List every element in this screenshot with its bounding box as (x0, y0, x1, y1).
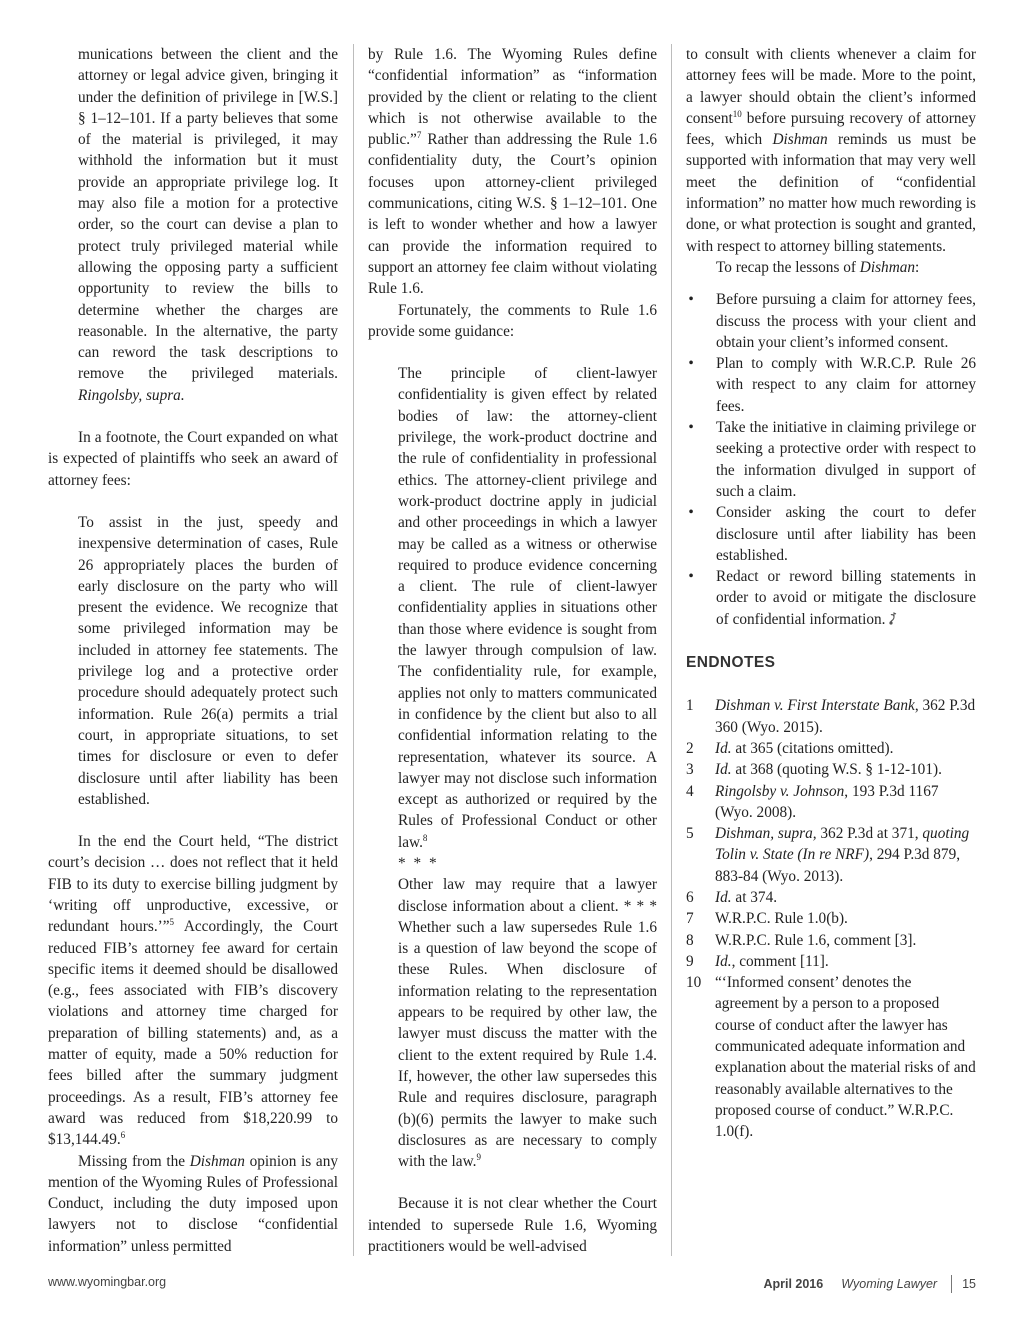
endnotes-heading: ENDNOTES (686, 654, 776, 672)
endnote: 3 Id. at 368 (quoting W.S. § 1-12-101). (686, 761, 942, 779)
footer-divider (951, 1275, 952, 1293)
endnote: 9 Id., comment [11]. (686, 952, 829, 970)
endnote: 4 Ringolsby v. Johnson, 193 P.3d 1167 (Wyo. 2008). (686, 782, 939, 821)
magazine-title: Wyoming Lawyer (841, 1277, 938, 1291)
paragraph: To recap the lessons of Dishman: (716, 258, 920, 276)
endnote: 6 Id. at 374. (686, 888, 778, 906)
endnote: 2 Id. at 365 (citations omitted). (686, 739, 894, 757)
footnote-ref: 6 (120, 1130, 126, 1141)
endnote: 1 Dishman v. First Interstate Bank, 362 P.3d 360 (Wyo. 2015). (686, 697, 976, 736)
footnote-ref: 9 (476, 1152, 481, 1163)
paragraph: Because it is not clear whether the Court intended to supersede Rule 1.6, Wyoming practitioners would be well-advised (368, 1195, 657, 1256)
paragraph: Missing from the Dishman opinion is any mention of the Wyoming Rules of Professional Conduct, including the duty imposed upon lawyers not to disclose “confidential information” unless permitted (48, 1152, 338, 1255)
bullet-icon: • (688, 419, 694, 437)
block-quote: Other law may require that a lawyer disclose information about a client. * * * Whether such a law supersedes Rule 1.6 is a question of law beyond the scope of these Rules. When disclosure of information relating to the representation appears to be required by other law, the lawyer must discuss the matter with the client to the extent required by Rule 1.4. If, however, the other law supersedes this Rule and requires disclosure, paragraph (b)(6) permits the lawyer to make such disclosures as are necessary to comply with the law.$^9$ (398, 876, 657, 1171)
list-item: • Take the initiative in claiming privilege or seeking a protective order with respect to the information divulged in support of such a claim. (686, 417, 976, 502)
issue-month: April 2016 (763, 1277, 824, 1291)
paragraph: In the end the Court held, “The district court’s decision … does not reflect that it held FIB to its duty to exercise billing judgment by ‘writing off unproductive, excessive, or redundant hours.’”$^5$ Accordingly, the Court reduced FIB’s attorney fee award for certain specific items it deemed should be disallowed (e.g., fees associated with FIB’s discovery violations and attorney time charged for preparation of billing statements) and, as a matter of equity, made a 50% reduction for fees billed after the summary judgment proceedings. As a result, FIB’s attorney fee award was reduced from $18,220.99 to $13,144.49.$^6$ (48, 833, 338, 1149)
bullet-icon: • (688, 568, 694, 586)
citation: Ringolsby, supra. (78, 386, 185, 404)
footer-website[interactable]: www.wyomingbar.org (48, 1275, 167, 1289)
column-divider (353, 44, 354, 1256)
paragraph: In a footnote, the Court expanded on what is expected of plaintiffs who seek an award of attorney fees: (48, 429, 338, 489)
endnote: 8 W.R.P.C. Rule 1.6, comment [3]. (686, 931, 917, 949)
footnote-ref: 10 (732, 108, 742, 119)
paragraph: by Rule 1.6. The Wyoming Rules define “confidential information” as “information provided by the client or relating to the client which is not otherwise available to the public.”$^7$ Rather than addressing the Rule 1.6 confidentiality duty, the Court’s opinion focuses upon attorney-client privileged communications, citing W.S. § 1–12–101. One is left to wonder whether and how a lawyer can provide the information required to support an attorney fee claim without violating Rule 1.6. (368, 46, 657, 298)
endnote: 5 Dishman, supra, 362 P.3d at 371, quoting Tolin v. State (In re NRF), 294 P.3d 879, 883-84 (Wyo. 2013). (686, 825, 970, 885)
endnote: 10 “‘Informed consent’ denotes the agreement by a person to a proposed course of conduct after the lawyer has communicated adequate information and explanation about the material risks of and reasonably available alternatives to the proposed course of conduct.” W.R.P.C. 1.0(f). (686, 974, 976, 1141)
end-of-article-icon (888, 612, 898, 626)
list-item: • Before pursuing a claim for attorney fees, discuss the process with your client and obtain your client’s informed consent. (686, 289, 976, 353)
block-quote: To assist in the just, speedy and inexpensive determination of cases, Rule 26 appropriately places the burden of early disclosure on the party who will present the evidence. We recognize that some privileged information may be included in attorney fee statements. The privilege log and a protective order procedure should adequately protect such information. Rule 26(a) permits a trial court, in appropriate situations, to set times for disclosure or even to defer disclosure until after liability has been established. (78, 513, 338, 808)
ellipsis-stars: * * * (398, 854, 439, 872)
column-divider (671, 44, 672, 1256)
footnote-ref: 7 (416, 130, 422, 141)
column-2 (368, 44, 657, 1257)
footnote-ref: 8 (422, 832, 428, 843)
endnotes-list (686, 695, 976, 1142)
page-number: 15 (962, 1277, 976, 1291)
list-item: • Plan to comply with W.R.C.P. Rule 26 with respect to any claim for attorney fees. (686, 353, 976, 417)
endnote: 7 W.R.P.C. Rule 1.0(b). (686, 910, 848, 928)
footnote-ref: 5 (169, 917, 175, 928)
bullet-icon: • (688, 291, 694, 309)
list-item: • Consider asking the court to defer disclosure until after liability has been established. (686, 502, 976, 566)
column-1 (48, 44, 338, 1257)
column-3 (686, 44, 976, 1143)
bullet-icon: • (688, 355, 694, 373)
recap-list (686, 289, 976, 630)
list-item: • Redact or reword billing statements in order to avoid or mitigate the disclosure of confidential information. (686, 566, 976, 630)
paragraph: Fortunately, the comments to Rule 1.6 provide some guidance: (368, 301, 657, 340)
bullet-icon: • (688, 504, 694, 522)
paragraph: munications between the client and the attorney or legal advice given, bringing it under the definition of privilege in [W.S.] § 1–12–101. If a party believes that some of the material is privileged, it may withhold the information but it must provide an appropriate privilege log. It may also file a motion for a protective order, so the court can devise a plan to protect truly privileged material while allowing the opposing party a sufficient opportunity to review the bills to determine whether the charges are reasonable. In the alternative, the party can reword the task descriptions to remove the privileged materials. Ringolsby, supra. (78, 46, 338, 404)
block-quote: The principle of client-lawyer confidentiality is given effect by related bodies of law: the attorney-client privilege, the work-product doctrine and the rule of confidentiality in professional ethics. The attorney-client privilege and work-product doctrine apply in judicial and other proceedings in which a lawyer may be called as a witness or otherwise required to produce evidence concerning a client. The rule of client-lawyer confidentiality applies in situations other than those where evidence is sought from the lawyer through compulsion of law. The confidentiality rule, for example, applies not only to matters communicated in confidence by the client but also to all confidential information relating to the representation, whatever its source. A lawyer may not disclose such information except as authorized or required by the Rules of Professional Conduct or other law.$^8$ (398, 365, 657, 851)
footer-issue (763, 1275, 976, 1293)
paragraph: to consult with clients whenever a claim for attorney fees will be made. More to the point, a lawyer should obtain the client’s informed consent$^{10}$ before pursuing recovery of attorney fees, which Dishman reminds us must be supported with information that may very well meet the definition of “confidential information” no matter how much rewording is done, or what protection is sought and granted, with respect to attorney billing statements. (686, 46, 976, 255)
